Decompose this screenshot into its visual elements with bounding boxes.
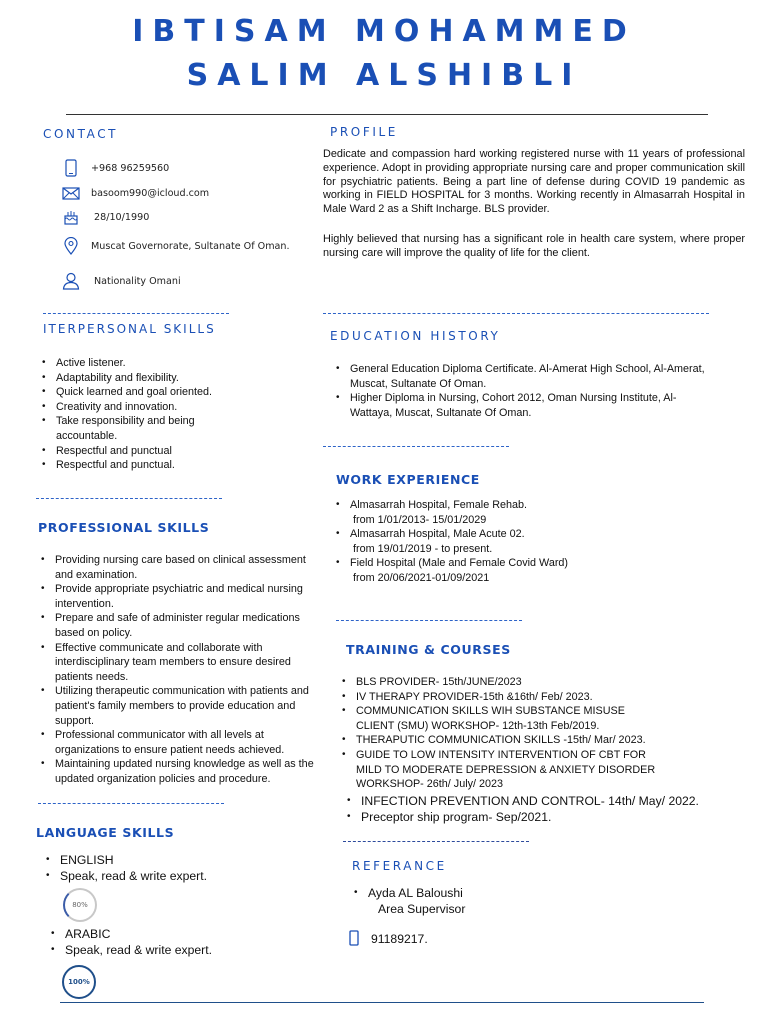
list-item: • THERAPUTIC COMMUNICATION SKILLS -15th/ Mar/ 2023.: [340, 733, 660, 748]
language-title: LANGUAGE SKILLS: [36, 825, 175, 840]
work-dates: from 20/06/2021-01/09/2021: [353, 571, 490, 584]
list-item: • Prepare and safe of administer regular medications based on policy.: [39, 611, 324, 640]
list-item: • Effective communicate and collaborate with interdisciplinary team members to ensure desired patients needs.: [39, 641, 324, 685]
contact-title: CONTACT: [43, 127, 119, 141]
contact-phone: [60, 157, 169, 179]
language-level: • Speak, read & write expert.: [44, 868, 294, 884]
divider: [38, 803, 224, 804]
phone-icon: [349, 930, 361, 948]
list-item: • Respectful and punctual: [40, 444, 240, 459]
work-title: WORK EXPERIENCE: [336, 472, 480, 487]
list-item: • General Education Diploma Certificate. Al-Amerat High School, Al-Amerat, Muscat, Sultanate Of Oman.: [334, 362, 714, 391]
list-item: • BLS PROVIDER- 15th/JUNE/2023: [340, 675, 660, 690]
contact-address: [60, 235, 290, 257]
professional-title: PROFESSIONAL SKILLS: [38, 520, 210, 535]
profile-paragraph-2: Highly believed that nursing has a significant role in health care system, where proper nursing care will improve the quality of life for the client.: [323, 233, 745, 259]
list-item: • COMMUNICATION SKILLS WIH SUBSTANCE MISUSE CLIENT (SMU) WORKSHOP- 12th-13th Feb/2019.: [340, 704, 660, 733]
language-level: • Speak, read & write expert.: [49, 942, 299, 958]
education-title: EDUCATION HISTORY: [330, 329, 501, 343]
divider: [336, 620, 522, 621]
cake-icon: [60, 206, 82, 228]
work-place: • Almasarrah Hospital, Female Rehab.: [350, 499, 528, 511]
work-dates: from 19/01/2019 - to present.: [353, 542, 493, 555]
professional-list: [39, 553, 324, 787]
profile-title: PROFILE: [330, 125, 398, 139]
list-item: • Creativity and innovation.: [40, 400, 240, 415]
address-text: Muscat Governorate, Sultanate Of Oman.: [91, 240, 290, 252]
contact-nationality: [60, 270, 181, 292]
list-item: • INFECTION PREVENTION AND CONTROL- 14th/ May/ 2022.: [345, 793, 745, 809]
dob-text: 28/10/1990: [94, 211, 150, 223]
divider: [43, 313, 229, 314]
language-list-arabic: [49, 926, 299, 959]
list-item: • Providing nursing care based on clinical assessment and examination.: [39, 553, 324, 582]
list-item: [334, 498, 714, 527]
person-icon: [60, 270, 82, 292]
training-title: TRAINING & COURSES: [346, 642, 511, 657]
reference-list: [352, 885, 552, 918]
divider: [36, 498, 222, 499]
list-item: • Respectful and punctual.: [40, 458, 240, 473]
phone-text: +968 96259560: [91, 162, 170, 174]
header-rule: [66, 114, 708, 115]
work-place: • Field Hospital (Male and Female Covid Ward): [350, 557, 569, 570]
reference-title: REFERANCE: [352, 859, 447, 873]
list-item: • Adaptability and flexibility.: [40, 371, 240, 386]
divider: [323, 446, 509, 447]
language-name: • ENGLISH: [44, 852, 294, 868]
interpersonal-title: ITERPERSONAL SKILLS: [43, 322, 216, 336]
list-item: • Quick learned and goal oriented.: [40, 385, 240, 400]
language-name: • ARABIC: [49, 926, 299, 942]
nationality-text: Nationality Omani: [94, 275, 181, 287]
list-item: • Professional communicator with all levels at organizations to ensure patient needs achieved.: [39, 728, 324, 757]
list-item: • Active listener.: [40, 356, 240, 371]
list-item: • Provide appropriate psychiatric and medical nursing intervention.: [39, 582, 324, 611]
divider: [323, 313, 709, 314]
name-line-1: IBTISAM MOHAMMED: [132, 14, 636, 49]
english-level-badge: 80%: [63, 888, 97, 922]
list-item: [352, 885, 552, 918]
list-item: • Higher Diploma in Nursing, Cohort 2012, Oman Nursing Institute, Al-Wattaya, Muscat, Sultanate Of Oman.: [334, 391, 714, 420]
list-item: • IV THERAPY PROVIDER-15th &16th/ Feb/ 2023.: [340, 690, 660, 705]
list-item: • Preceptor ship program- Sep/2021.: [345, 809, 745, 825]
training-list-large: [345, 793, 745, 826]
contact-dob: [60, 206, 149, 228]
list-item: • Take responsibility and being accountable.: [40, 414, 240, 443]
work-place: • Almasarrah Hospital, Male Acute 02.: [350, 528, 525, 541]
list-item: [334, 527, 714, 556]
footer-rule: [60, 1002, 704, 1003]
reference-phone-text: 91189217.: [371, 931, 428, 946]
work-list: [334, 498, 714, 586]
profile-paragraph-1: Dedicate and compassion hard working registered nurse with 11 years of professional experience. Adopt in providing appropriate nursing care and proper communication skill for psychiatric patients. Being a part line of defense during COVID 19 pandemic as working in FIELD HOSPITAL for 3 months. Working recently in Almasarrah Hospital in Male Ward 2 as a Shift Incharge. BLS provider.: [323, 148, 745, 216]
divider: [343, 841, 529, 842]
list-item: • Maintaining updated nursing knowledge as well as the updated organization policies and procedure.: [39, 757, 324, 786]
work-dates: from 1/01/2013- 15/01/2029: [353, 513, 487, 526]
list-item: [334, 556, 714, 585]
contact-email[interactable]: [60, 182, 209, 204]
language-list-english: [44, 852, 294, 885]
list-item: • Utilizing therapeutic communication with patients and patient's family members to provide education and support.: [39, 684, 324, 728]
arabic-level-badge: 100%: [62, 965, 96, 999]
email-text: basoom990@icloud.com: [91, 187, 210, 199]
phone-icon: [60, 157, 82, 179]
list-item: • GUIDE TO LOW INTENSITY INTERVENTION OF CBT FOR MILD TO MODERATE DEPRESSION & ANXIETY DISORDER WORKSHOP- 26th/ July/ 2023: [340, 748, 660, 792]
training-list: [340, 675, 660, 792]
interpersonal-list: [40, 356, 240, 473]
reference-name: • Ayda AL Baloushi: [368, 886, 463, 900]
reference-phone: [349, 930, 428, 948]
reference-role: Area Supervisor: [378, 902, 466, 917]
education-list: [334, 362, 714, 420]
location-pin-icon: [60, 235, 82, 257]
name-line-2: SALIM ALSHIBLI: [186, 58, 582, 93]
mail-icon: [60, 182, 82, 204]
